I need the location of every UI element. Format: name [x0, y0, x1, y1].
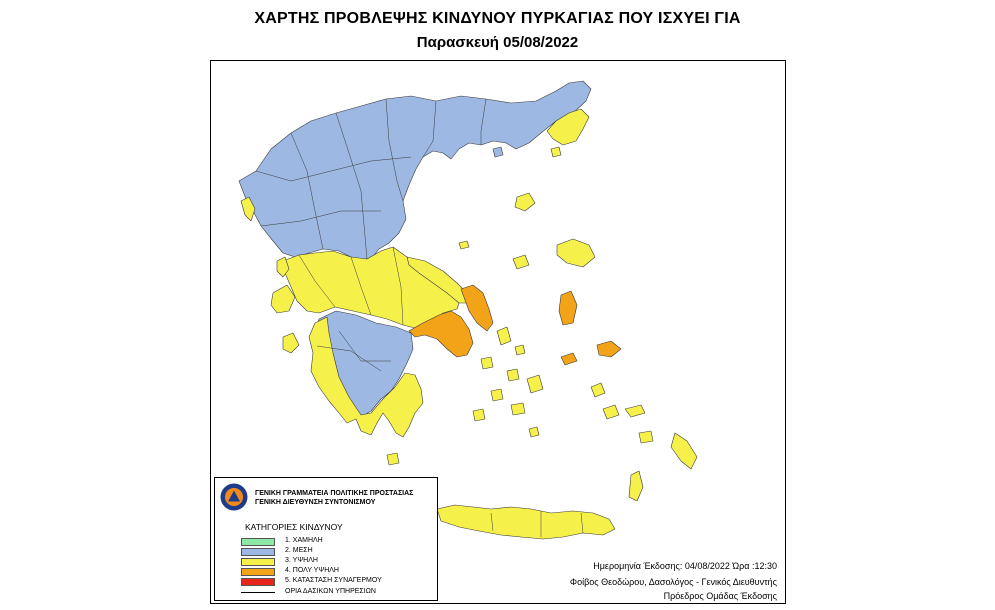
legend-swatch-alarm	[241, 578, 275, 586]
region-thasos	[493, 147, 503, 157]
legend-swatch-medium	[241, 548, 275, 556]
boundary-line-icon	[241, 592, 275, 593]
agency-line-1: ΓΕΝΙΚΗ ΓΡΑΜΜΑΤΕΙΑ ΠΟΛΙΤΙΚΗΣ ΠΡΟΣΤΑΣΙΑΣ	[255, 490, 414, 497]
region-samos	[597, 341, 621, 357]
agency-line-2: ΓΕΝΙΚΗ ΔΙΕΥΘΥΝΣΗ ΣΥΝΤΟΝΙΣΜΟΥ	[255, 499, 376, 506]
civil-protection-logo-icon	[220, 483, 248, 511]
region-karpathos	[629, 471, 643, 501]
legend-label-medium: 2. ΜΕΣΗ	[285, 547, 313, 554]
region-cyclades-3	[491, 389, 503, 401]
map-date: Παρασκευή 05/08/2022	[416, 34, 579, 51]
legend-box	[214, 477, 438, 601]
issue-role: Πρόεδρος Ομάδας Έκδοσης	[663, 591, 777, 601]
region-dodecanese-3	[639, 431, 653, 443]
region-andros	[497, 327, 511, 345]
legend-swatch-high	[241, 558, 275, 566]
map-frame	[210, 60, 786, 604]
region-northern-mainland	[239, 81, 591, 261]
region-zakynthos	[283, 333, 299, 353]
region-chios	[559, 291, 577, 325]
region-central-greece	[283, 247, 461, 329]
region-kos	[625, 405, 645, 417]
issue-date: Ημερομηνία Έκδοσης: 04/08/2022 Ώρα :12:30	[593, 561, 777, 571]
legend-label-alarm: 5. ΚΑΤΑΣΤΑΣΗ ΣΥΝΑΓΕΡΜΟΥ	[285, 577, 382, 584]
region-naxos	[527, 375, 543, 393]
region-rhodes	[671, 433, 697, 469]
legend-swatch-very-high	[241, 568, 275, 576]
region-kythira	[387, 453, 399, 465]
region-ikaria	[561, 353, 577, 365]
issue-signer: Φοίβος Θεοδώρου, Δασολόγος - Γενικός Διευθυντής	[569, 577, 777, 587]
region-lesvos	[557, 239, 595, 267]
legend-label-low: 1. ΧΑΜΗΛΗ	[285, 537, 323, 544]
region-cyclades-1	[481, 357, 493, 369]
region-cyclades-5	[473, 409, 485, 421]
region-tinos	[515, 345, 525, 355]
region-lemnos	[515, 193, 535, 211]
legend-categories-title: ΚΑΤΗΓΟΡΙΕΣ ΚΙΝΔΥΝΟΥ	[245, 522, 343, 532]
region-crete	[437, 505, 615, 539]
legend-label-very-high: 4. ΠΟΛΥ ΥΨΗΛΗ	[285, 567, 339, 574]
region-kefalonia	[271, 285, 295, 313]
region-dodecanese-2	[603, 405, 619, 419]
region-skyros	[513, 255, 529, 269]
legend-label-boundaries: ΟΡΙΑ ΔΑΣΙΚΩΝ ΥΠΗΡΕΣΙΩΝ	[285, 588, 376, 595]
legend-swatch-low	[241, 538, 275, 546]
region-cyclades-4	[511, 403, 525, 415]
region-santorini	[529, 427, 539, 437]
region-dodecanese-1	[591, 383, 605, 397]
region-samothraki	[551, 147, 561, 157]
map-title: ΧΑΡΤΗΣ ΠΡΟΒΛΕΨΗΣ ΚΙΝΔΥΝΟΥ ΠΥΡΚΑΓΙΑΣ ΠΟΥ ΙΣΧΥΕΙ ΓΙΑ	[254, 10, 741, 27]
region-cyclades-2	[507, 369, 519, 381]
legend-label-high: 3. ΥΨΗΛΗ	[285, 557, 318, 564]
region-skiathos	[459, 241, 469, 249]
